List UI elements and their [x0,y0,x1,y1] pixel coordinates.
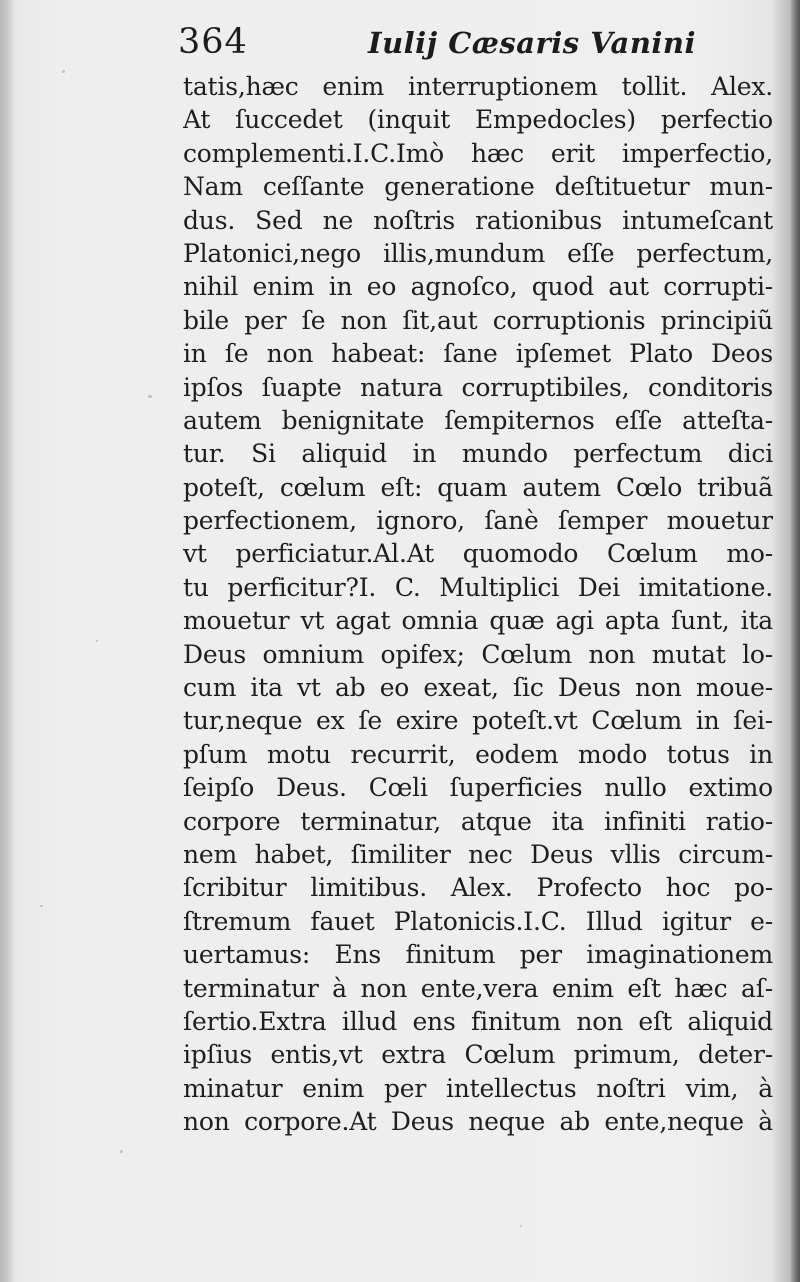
text-line: At ſuccedet (inquit Empedocles) perfectio [183,105,773,135]
text-line: nihil enim in eo agnoſco, quod aut corrupti- [183,272,773,302]
paper-speck [148,395,152,398]
text-line: complementi.I.C.Imò hæc erit imperfectio, [183,138,773,168]
text-line: tur. Si aliquid in mundo perfectum dici [183,439,773,469]
text-line: cum ita vt ab eo exeat, ſic Deus non moue- [183,673,773,703]
text-line: tur,neque ex ſe exire poteſt.vt Cœlum in ſei- [183,706,773,736]
text-line: ſertio.Extra illud ens finitum non eſt aliquid [183,1006,773,1036]
text-line: mouetur vt agat omnia quæ agi apta ſunt, ita [183,606,773,636]
gutter-shadow [0,0,14,1282]
text-line: pſum motu recurrit, eodem modo totus in [183,739,773,769]
text-line: dus. Sed ne noſtris rationibus intumeſcant [183,205,773,235]
page-header [178,22,778,72]
text-line: autem benignitate ſempiternos eſſe atteſta- [183,405,773,435]
text-line: ſeipſo Deus. Cœli ſuperficies nullo extimo [183,773,773,803]
text-line: in ſe non habeat: ſane ipſemet Plato Deos [183,339,773,369]
paper-speck [120,1150,123,1153]
text-line: Deus omnium opifex; Cœlum non mutat lo- [183,639,773,669]
text-line: ipſos ſuapte natura corruptibiles, conditoris [183,372,773,402]
paper-speck [520,1225,522,1227]
text-line: terminatur à non ente,vera enim eſt hæc aſ- [183,973,773,1003]
text-line: perfectionem, ignoro, ſanè ſemper mouetur [183,506,773,536]
text-line: nem habet, ſimiliter nec Deus vllis circum- [183,839,773,869]
page-edge-shadow [790,0,800,1282]
text-line: ipſius entis,vt extra Cœlum primum, deter- [183,1040,773,1070]
text-line: Nam ceſſante generatione deſtituetur mun- [183,172,773,202]
text-line: bile per ſe non ſit,aut corruptionis principiũ [183,305,773,335]
paper-speck [62,70,65,73]
text-line: corpore terminatur, atque ita infiniti ratio- [183,806,773,836]
text-line: Platonici,nego illis,mundum eſſe perfectum, [183,238,773,268]
text-line: vt perficiatur.Al.At quomodo Cœlum mo- [183,539,773,569]
text-line: minatur enim per intellectus noſtri vim, à [183,1073,773,1103]
running-title: Iulij Cæsaris Vanini [368,26,697,60]
paper-speck [96,640,98,642]
text-line: non corpore.At Deus neque ab ente,neque à [183,1107,773,1137]
body-text [183,70,773,1139]
paper-speck [40,905,43,907]
text-line: ſtremum fauet Platonicis.I.C. Illud igitur e- [183,906,773,936]
text-line: ſcribitur limitibus. Alex. Profecto hoc po- [183,873,773,903]
text-line: tu perficitur?I. C. Multiplici Dei imitatione. [183,572,773,602]
text-line: poteſt, cœlum eſt: quam autem Cœlo tribuã [183,472,773,502]
text-line: tatis,hæc enim interruptionem tollit. Alex. [183,72,773,101]
page-number: 364 [178,22,248,62]
text-line: uertamus: Ens finitum per imaginationem [183,940,773,970]
